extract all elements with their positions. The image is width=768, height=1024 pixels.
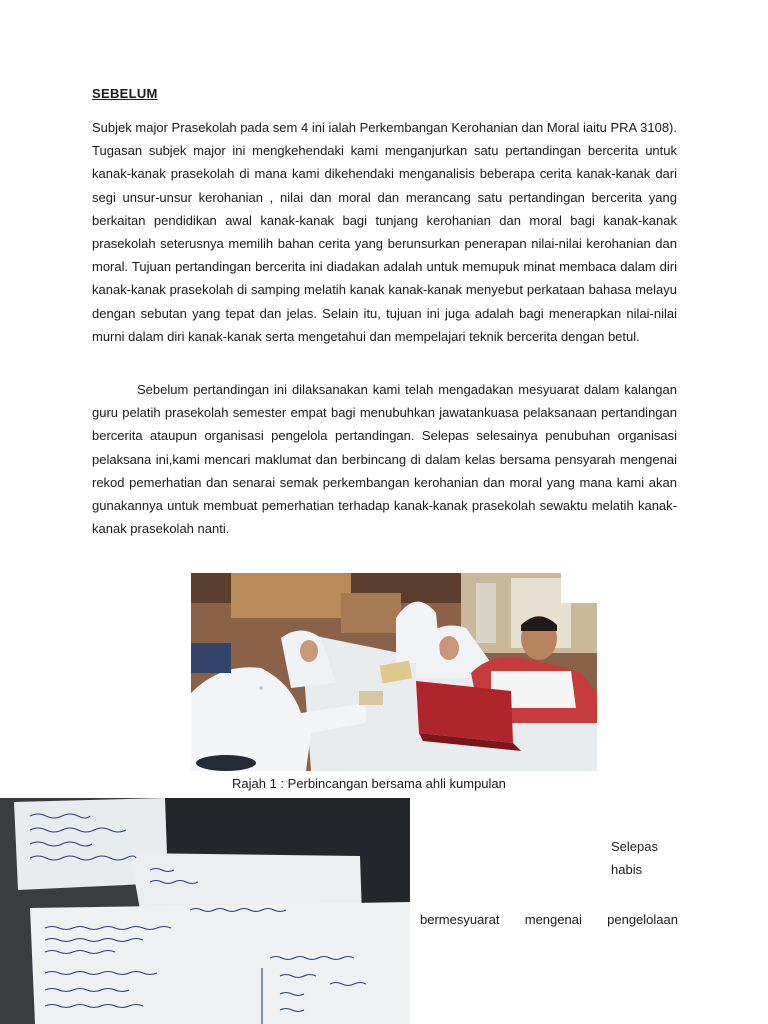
last-text-line <box>420 912 678 927</box>
trailing-word-selepas: Selepas <box>611 839 658 854</box>
meeting-notes-photo <box>0 798 410 1024</box>
paragraph-2: Sebelum pertandingan ini dilaksanakan kami telah mengadakan mesyuarat dalam kalangan guru pelatih prasekolah semester empat bagi menubuhkan jawatankuasa pelaksanaan pertandingan bercerita ataupun organisasi pengelola pertandingan. Selepas selesainya penubuhan organisasi pelaksana ini,kami mencari maklumat dan berbincang di dalam kelas bersama pensyarah mengenai rekod pemerhatian dan senarai semak perkembangan kerohanian dan moral yang mana kami akan gunakannya untuk membuat pemerhatian terhadap kanak-kanak prasekolah sewaktu melatih kanak-kanak prasekolah nanti. <box>92 382 677 537</box>
last-line-word: bermesyuarat <box>420 912 500 927</box>
trailing-word-habis: habis <box>611 862 643 877</box>
figure-caption: Rajah 1 : Perbincangan bersama ahli kumpulan <box>232 776 506 791</box>
last-line-word: mengenai <box>524 912 582 927</box>
section-heading: SEBELUM <box>92 86 158 101</box>
discussion-photo <box>191 573 597 771</box>
paragraph-1: Subjek major Prasekolah pada sem 4 ini ialah Perkembangan Kerohanian dan Moral iaitu PRA 3108). Tugasan subjek major ini mengkehendaki kami menganjurkan satu pertandingan bercerita untuk kanak-kanak prasekolah di mana kami dikehendaki menganalisis beberapa cerita kanak-kanak dari segi unsur-unsur kerohanian , nilai dan moral dan merancang satu pertandingan bercerita yang berkaitan pendidikan awal kanak-kanak bagi tunjang kerohanian dan moral bagi kanak-kanak prasekolah seterusnya memilih bahan cerita yang berunsurkan penerapan nilai-nilai kerohanian dan moral. Tujuan pertandingan bercerita ini diadakan adalah untuk memupuk minat membaca dalam diri kanak-kanak prasekolah di samping melatih kanak kanak-kanak menyebut perkataan bahasa melayu dengan sebutan yang tepat dan jelas. Selain itu, tujuan ini juga adalah bagi menerapkan nilai-nilai murni dalam diri kanak-kanak serta mengetahui dan mempelajari teknik bercerita dengan betul. <box>92 120 677 344</box>
last-line-word: pengelolaan <box>607 912 678 927</box>
